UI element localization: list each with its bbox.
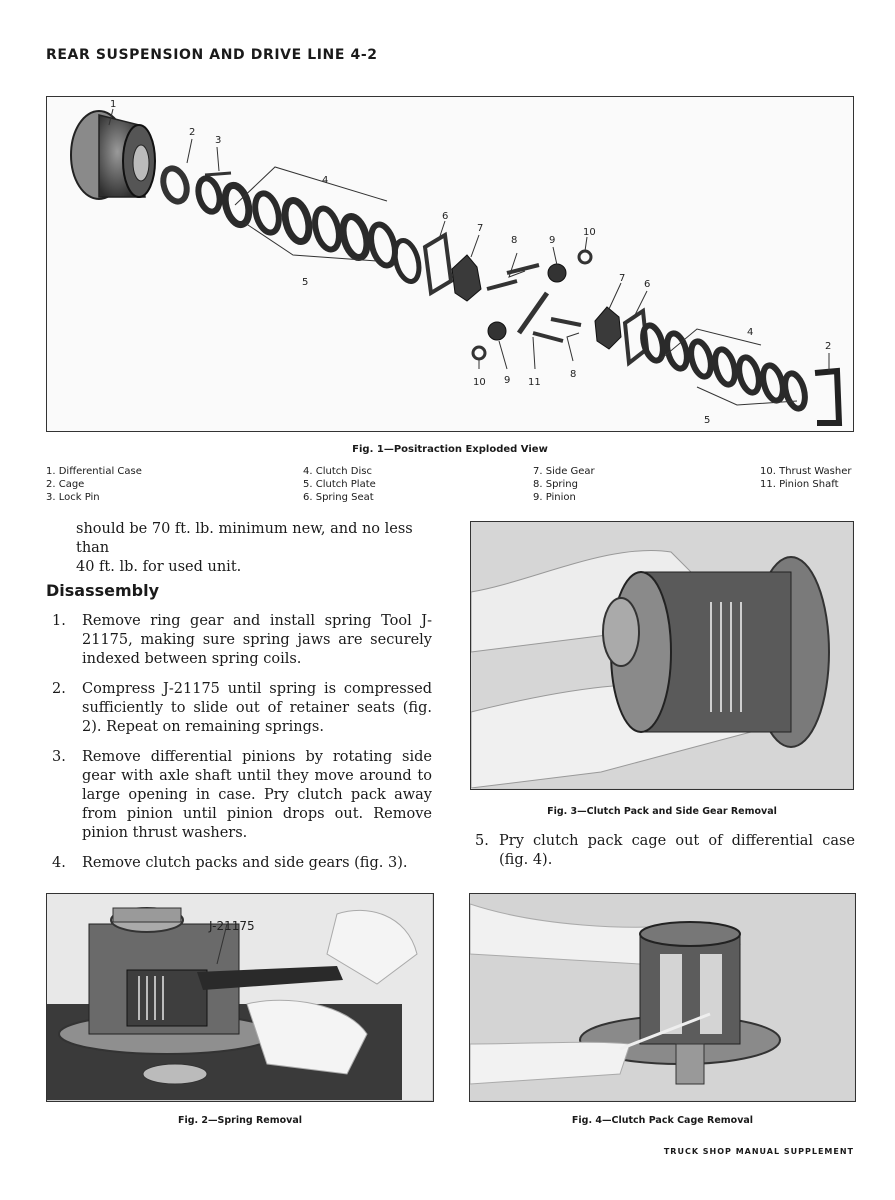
clutch-pack-right bbox=[640, 323, 809, 410]
tool-label: J-21175 bbox=[209, 919, 255, 933]
callout-1: 1 bbox=[110, 99, 117, 110]
legend-item: 11. Pinion Shaft bbox=[760, 479, 839, 490]
fig1-caption: Fig. 1—Positraction Exploded View bbox=[352, 444, 548, 455]
spring-seat-left bbox=[425, 235, 451, 293]
legend-col-1 bbox=[46, 465, 142, 504]
clutch-pack-left bbox=[195, 176, 423, 284]
callout-4b: 4 bbox=[747, 327, 754, 338]
fig2-caption: Fig. 2—Spring Removal bbox=[177, 1115, 303, 1126]
step-5 bbox=[475, 832, 855, 870]
legend-item: 6. Spring Seat bbox=[303, 492, 374, 503]
callout-2: 2 bbox=[189, 127, 196, 138]
legend-item: 4. Clutch Disc bbox=[303, 466, 372, 477]
intro-line-2: 40 ft. lb. for used unit. bbox=[76, 559, 242, 575]
legend-item: 1. Differential Case bbox=[46, 466, 142, 477]
steps-list bbox=[52, 612, 432, 873]
legend-item: 9. Pinion bbox=[533, 492, 576, 503]
fig3-caption: Fig. 3—Clutch Pack and Side Gear Removal bbox=[547, 806, 777, 817]
pinion-top bbox=[548, 264, 566, 282]
callout-10: 10 bbox=[583, 227, 596, 238]
cage-right bbox=[815, 371, 839, 423]
fig2-drawing bbox=[47, 894, 432, 1100]
step-3 bbox=[52, 748, 432, 843]
legend-item: 10. Thrust Washer bbox=[760, 466, 852, 477]
callout-9: 9 bbox=[549, 235, 556, 246]
step-text: Compress J-21175 until spring is compressed sufficiently to slide out of retainer seats (fig. 2). Repeat on remaining springs. bbox=[82, 681, 432, 735]
fig4-photo bbox=[469, 893, 856, 1102]
legend-item: 7. Side Gear bbox=[533, 466, 595, 477]
fig4-caption: Fig. 4—Clutch Pack Cage Removal bbox=[571, 1115, 754, 1126]
cage-part bbox=[159, 165, 190, 204]
legend-col-3 bbox=[533, 465, 595, 504]
fig1-drawing bbox=[47, 97, 852, 430]
step-text: Remove differential pinions by rotating side gear with axle shaft until they move around to large opening in case. Pry clutch pack away from pinion until pinion drops out. Remove pinion thrust washers. bbox=[82, 749, 432, 841]
footer: TRUCK SHOP MANUAL SUPPLEMENT bbox=[663, 1147, 854, 1156]
fig1-exploded-view bbox=[46, 96, 854, 432]
step-number: 5. bbox=[475, 833, 489, 849]
pinion-shaft bbox=[519, 293, 547, 333]
pinion-bottom bbox=[488, 322, 506, 340]
intro-paragraph bbox=[76, 520, 432, 577]
legend-col-2 bbox=[303, 465, 376, 504]
legend-item: 8. Spring bbox=[533, 479, 578, 490]
step-1 bbox=[52, 612, 432, 669]
step-number: 2. bbox=[52, 681, 66, 697]
step-number: 4. bbox=[52, 855, 66, 871]
callout-6b: 6 bbox=[644, 279, 651, 290]
callout-9b: 9 bbox=[504, 375, 511, 386]
differential-case-part bbox=[71, 111, 155, 199]
step-number: 1. bbox=[52, 613, 66, 629]
callout-7: 7 bbox=[477, 223, 484, 234]
legend-item: 2. Cage bbox=[46, 479, 85, 490]
page-header: REAR SUSPENSION AND DRIVE LINE 4-2 bbox=[46, 47, 378, 63]
step-text: Remove clutch packs and side gears (fig. 3). bbox=[82, 855, 408, 871]
callout-10b: 10 bbox=[473, 377, 486, 388]
side-gear-left bbox=[452, 255, 481, 301]
callout-6: 6 bbox=[442, 211, 449, 222]
springs-bottom bbox=[533, 319, 581, 341]
legend-item: 3. Lock Pin bbox=[46, 492, 100, 503]
callout-11: 11 bbox=[528, 377, 541, 388]
step-4 bbox=[52, 854, 432, 873]
callout-5: 5 bbox=[302, 277, 309, 288]
callout-3: 3 bbox=[215, 135, 222, 146]
fig2-photo bbox=[46, 893, 434, 1102]
step-2 bbox=[52, 680, 432, 737]
callout-4: 4 bbox=[322, 175, 329, 186]
intro-line-1: should be 70 ft. lb. minimum new, and no less than bbox=[76, 521, 413, 556]
springs-top bbox=[487, 265, 539, 289]
fig4-drawing bbox=[470, 894, 854, 1100]
step-text: Pry clutch pack cage out of differential case (fig. 4). bbox=[499, 833, 855, 868]
fig3-photo bbox=[470, 521, 854, 790]
section-heading: Disassembly bbox=[46, 581, 160, 600]
legend-col-4 bbox=[760, 465, 851, 491]
callout-8b: 8 bbox=[570, 369, 577, 380]
thrust-washer-bottom bbox=[473, 347, 485, 359]
fig3-drawing bbox=[471, 522, 852, 788]
thrust-washer-top bbox=[579, 251, 591, 263]
side-gear-right bbox=[595, 307, 621, 349]
legend-item: 5. Clutch Plate bbox=[303, 479, 376, 490]
step-number: 3. bbox=[52, 749, 66, 765]
callout-7b: 7 bbox=[619, 273, 626, 284]
step-text: Remove ring gear and install spring Tool J-21175, making sure spring jaws are securely indexed between spring coils. bbox=[82, 613, 432, 667]
callout-8: 8 bbox=[511, 235, 518, 246]
callout-2b: 2 bbox=[825, 341, 832, 352]
callout-5b: 5 bbox=[704, 415, 711, 426]
